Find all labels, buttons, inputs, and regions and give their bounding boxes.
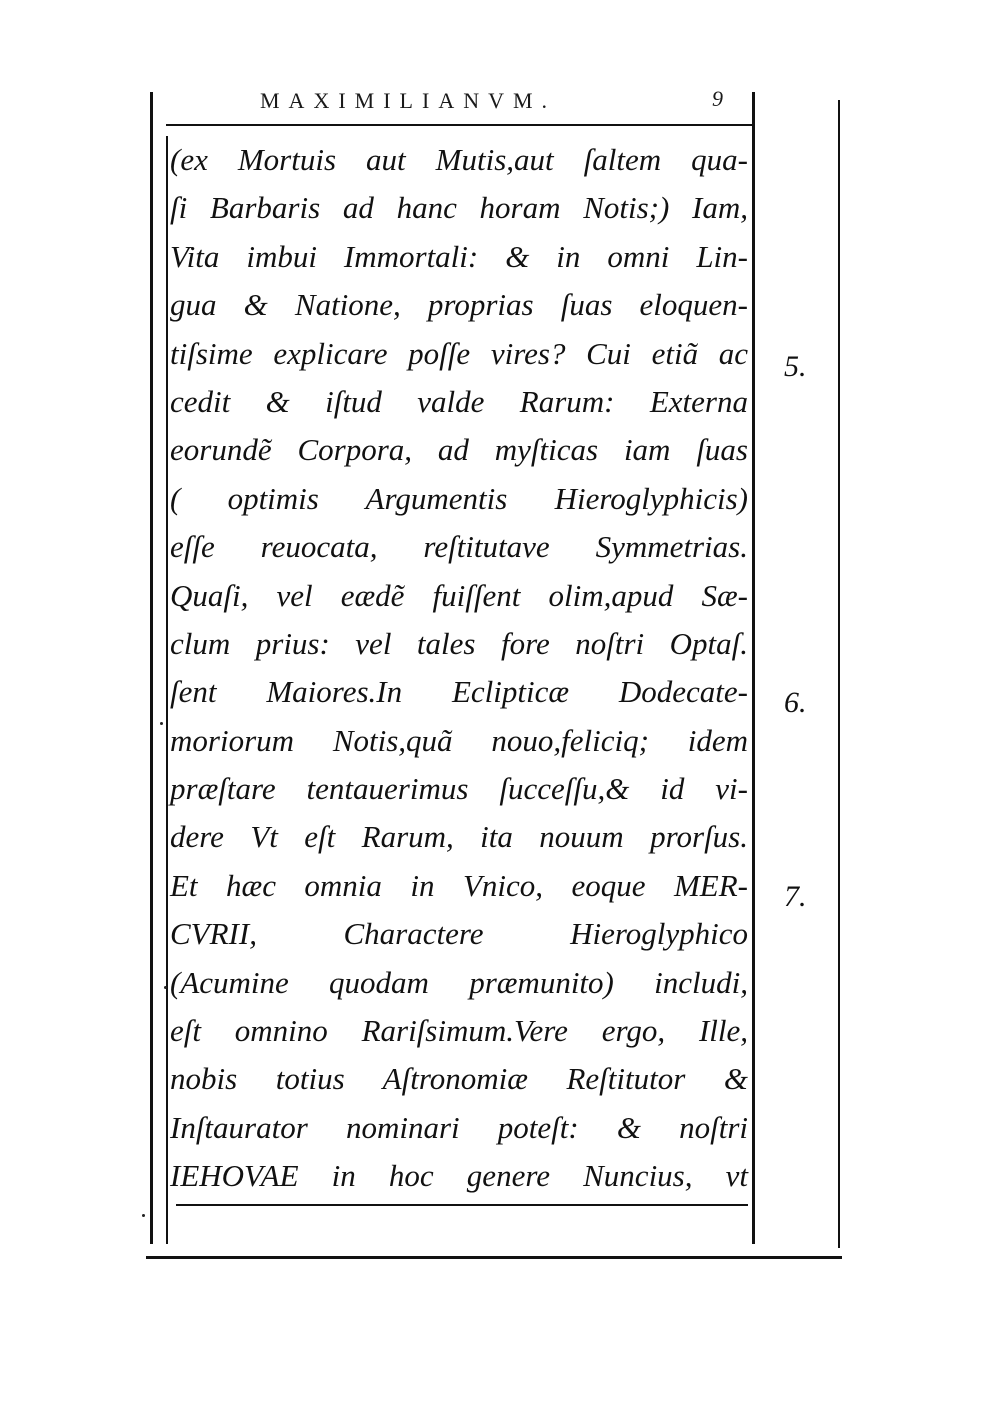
text-line: dere Vt eſt Rarum, ita nouum prorſus. xyxy=(170,819,748,855)
text-line: ſent Maiores.In Eclipticæ Dodecate- xyxy=(170,674,748,710)
text-line: Et hæc omnia in Vnico, eoque MER- xyxy=(170,867,748,903)
header-rule xyxy=(166,124,754,126)
bottom-inner-rule xyxy=(176,1204,748,1206)
text-line: cedit & iſtud valde Rarum: Externa xyxy=(170,383,748,419)
text-line: eorundẽ Corpora, ad myſticas iam ſuas xyxy=(170,432,748,468)
bottom-outer-rule xyxy=(146,1256,842,1259)
text-line: tiſsime explicare poſſe vires? Cui etiã ac xyxy=(170,335,748,371)
text-line: Inſtaurator nominari poteſt: & noſtri xyxy=(170,1109,748,1145)
ink-speck xyxy=(142,1214,145,1217)
text-line: eſt omnino Rariſsimum.Vere ergo, Ille, xyxy=(170,1013,748,1049)
text-line: ſi Barbaris ad hanc horam Notis;) Iam, xyxy=(170,190,748,226)
text-line: IEHOVAE in hoc genere Nuncius, vt xyxy=(170,1158,748,1194)
text-line: (ex Mortuis aut Mutis,aut ſaltem qua- xyxy=(170,142,748,177)
text-line: nobis totius Aſtronomiæ Reſtitutor & xyxy=(170,1061,748,1097)
text-line: gua & Natione, proprias ſuas eloquen- xyxy=(170,287,748,323)
right-rule xyxy=(752,92,755,1244)
marginal-number-5: 5. xyxy=(784,350,807,383)
text-line: (Acumine quodam præmunito) includi, xyxy=(170,964,748,1000)
body-text xyxy=(170,136,748,1201)
text-line: præſtare tentauerimus ſucceſſu,& id vi- xyxy=(170,771,748,807)
ink-speck xyxy=(160,722,163,725)
far-right-rule xyxy=(838,100,840,1248)
text-line: eſſe reuocata, reſtitutave Symmetrias. xyxy=(170,529,748,565)
outer-left-rule xyxy=(150,92,153,1244)
text-line: Quaſi, vel eædẽ fuiſſent olim,apud Sæ- xyxy=(170,577,748,613)
inner-left-rule xyxy=(166,136,168,1244)
text-line: Vita imbui Immortali: & in omni Lin- xyxy=(170,238,748,274)
page-number: 9 xyxy=(712,86,723,111)
marginal-number-6: 6. xyxy=(784,686,807,719)
text-line: CVRII, Charactere Hieroglyphico xyxy=(170,916,748,952)
text-line: clum prius: vel tales fore noſtri Optaſ. xyxy=(170,625,748,661)
ink-speck xyxy=(164,986,167,989)
text-line: moriorum Notis,quã nouo,feliciq; idem xyxy=(170,722,748,758)
marginal-number-7: 7. xyxy=(784,880,807,913)
text-line: ( optimis Argumentis Hieroglyphicis) xyxy=(170,480,748,516)
running-head: MAXIMILIANVM. xyxy=(260,88,557,113)
